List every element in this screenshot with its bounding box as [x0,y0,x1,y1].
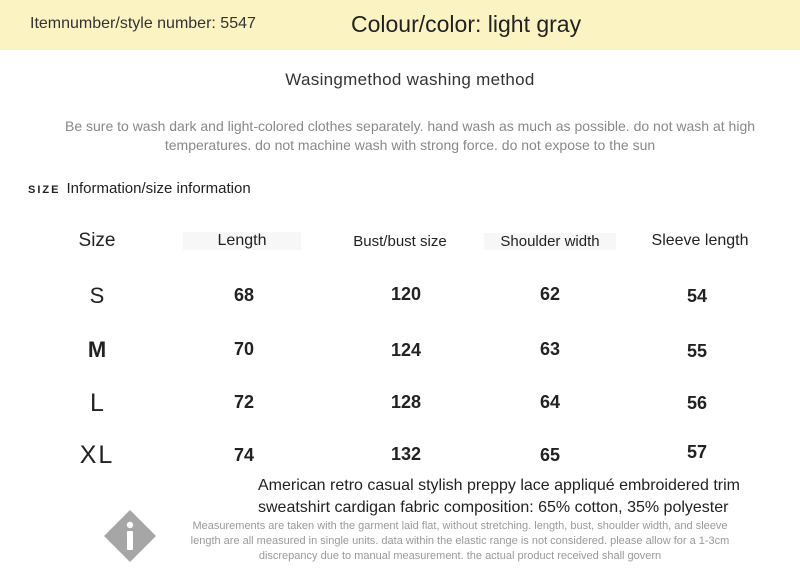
description-line-2: sweatshirt cardigan fabric composition: 65% cotton, 35% polyester [258,499,729,516]
washing-line-1: Be sure to wash dark and light-colored clothes separately. hand wash as much as possible. do not wash at high [64,118,756,134]
length-l: 72 [233,392,255,412]
size-m-label: M [87,337,107,362]
size-info-heading [28,180,251,197]
bust-s: 120 [390,284,422,304]
shoulder-xl: 65 [539,445,561,465]
note-line-1: Measurements are taken with the garment laid flat, without stretching. length, bust, shoulder width, and sleeve [192,520,728,532]
sleeve-m: 55 [686,341,708,361]
product-description [258,475,740,519]
size-xl-label: XL [79,441,115,469]
header-shoulder: Shoulder width [484,233,616,250]
size-info-label: Information/size information [66,180,251,197]
description-line-1: American retro casual stylish preppy lace appliqué embroidered trim [258,477,740,494]
header-bust: Bust/bust size [353,233,447,250]
shoulder-m: 63 [539,339,561,359]
info-icon [102,508,158,564]
shoulder-l: 64 [539,392,561,412]
header-length: Length [183,232,301,250]
sleeve-l: 56 [686,393,708,413]
header-banner [0,0,800,50]
washing-instructions [22,117,798,155]
bust-l: 128 [390,392,422,412]
note-line-2: length are all measured in single units. data within the elastic range is not considered. please allow for a 1-3cm [190,535,730,547]
size-s-label: S [89,283,105,308]
item-number: Itemnumber/style number: 5547 [30,15,256,32]
header-size: Size [78,230,116,251]
bust-m: 124 [390,340,422,360]
washing-title: Wasingmethod washing method [285,70,535,89]
header-sleeve: Sleeve length [651,232,749,249]
sleeve-xl: 57 [686,442,708,462]
note-line-3: discrepancy due to manual measurement. the actual product received shall govern [258,550,662,562]
size-l-label: L [90,389,104,417]
colour-label: Colour/color: light gray [351,11,582,37]
measurement-note [160,519,760,564]
shoulder-s: 62 [539,284,561,304]
washing-line-2: temperatures. do not machine wash with strong force. do not expose to the sun [164,137,656,153]
size-caps: SIZE [28,184,61,196]
length-s: 68 [233,285,255,305]
bust-xl: 132 [390,444,422,464]
length-xl: 74 [233,445,255,465]
length-m: 70 [233,339,255,359]
sleeve-s: 54 [686,286,708,306]
